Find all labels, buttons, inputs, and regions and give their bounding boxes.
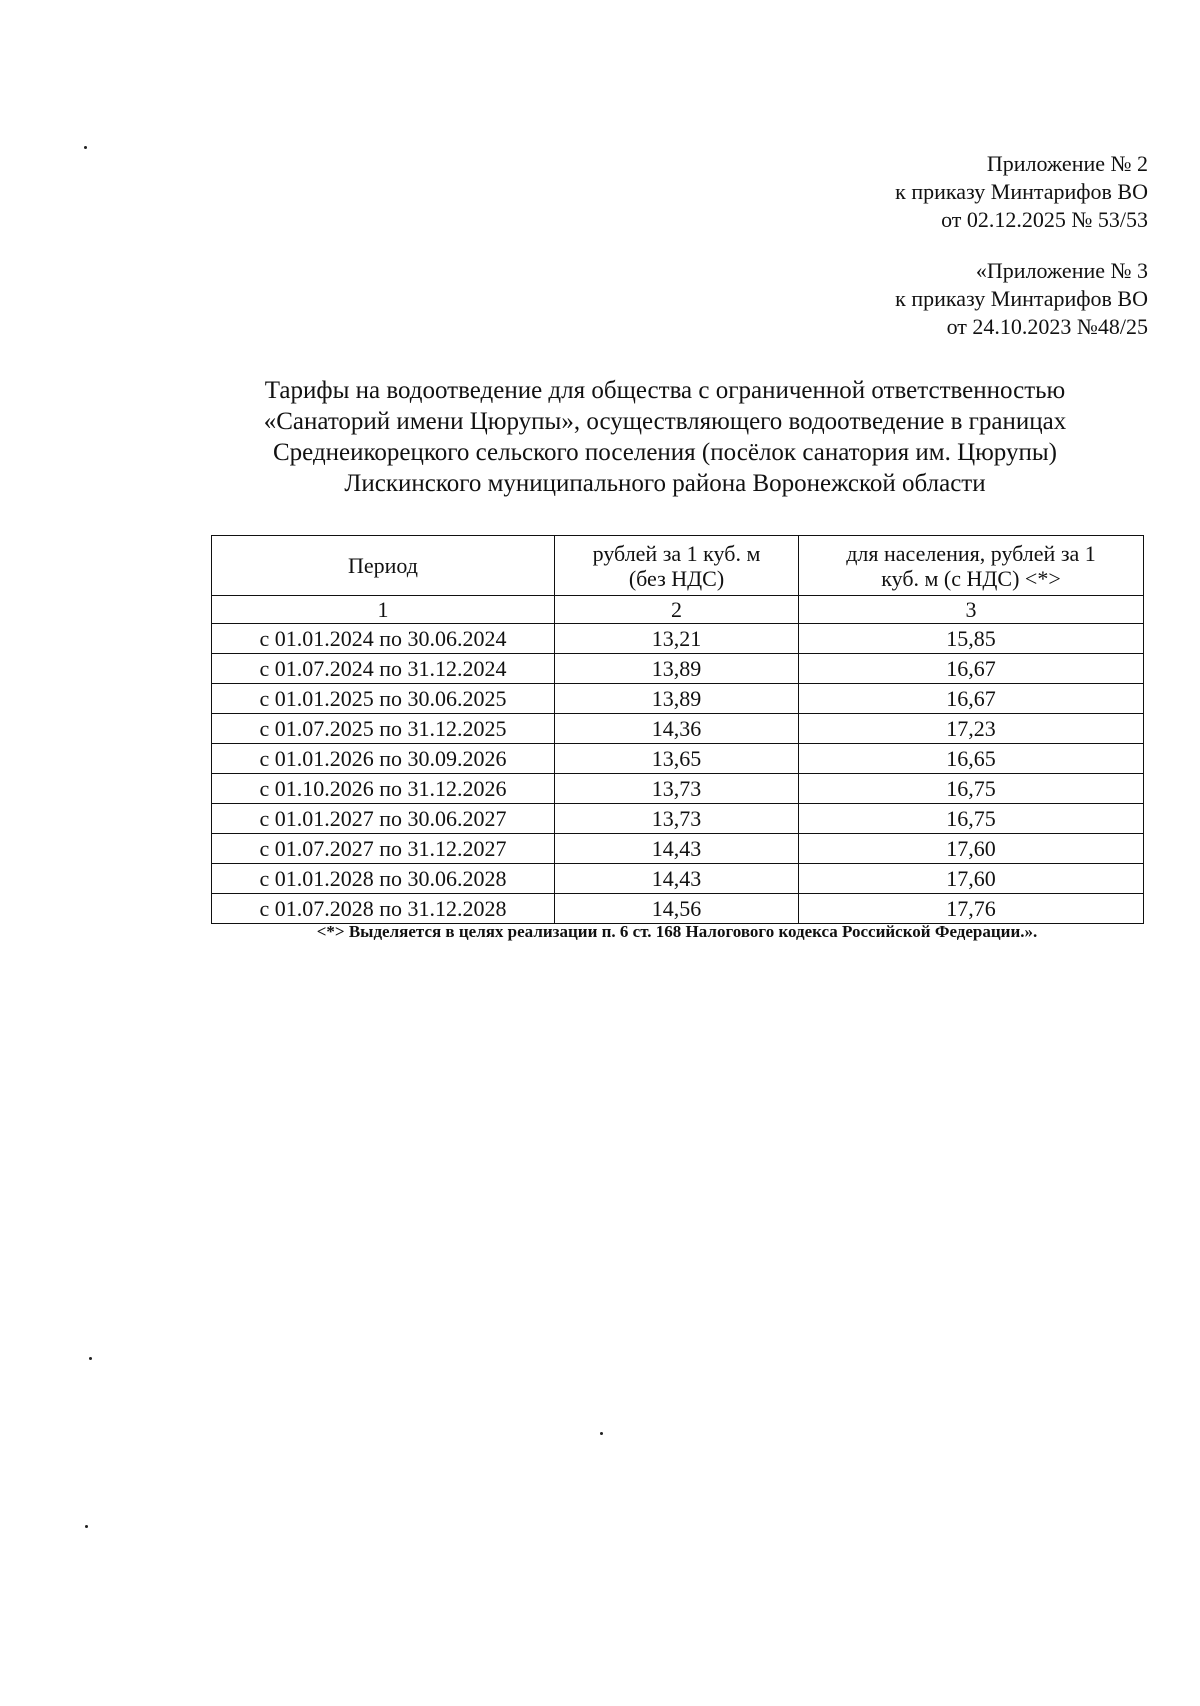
annex-previous-line3: от 24.10.2023 №48/25 [946, 314, 1148, 339]
header-period-label: Период [348, 553, 418, 578]
table-row [212, 744, 1144, 774]
cell-no-vat: 14,56 [555, 894, 799, 924]
cell-period: с 01.01.2026 по 30.09.2026 [212, 744, 555, 774]
annex-current-heading [895, 150, 1148, 234]
cell-no-vat: 13,89 [555, 684, 799, 714]
cell-no-vat: 14,43 [555, 864, 799, 894]
cell-with-vat: 16,67 [799, 654, 1144, 684]
cell-period: с 01.01.2025 по 30.06.2025 [212, 684, 555, 714]
cell-no-vat: 13,89 [555, 654, 799, 684]
table-row [212, 804, 1144, 834]
annex-previous-line2: к приказу Минтарифов ВО [895, 286, 1148, 311]
header-with-vat-line2: куб. м (с НДС) <*> [881, 565, 1061, 591]
title-line2: «Санаторий имени Цюрупы», осуществляющего водоотведение в границах [263, 408, 1067, 435]
table-row [212, 894, 1144, 924]
cell-with-vat: 16,75 [799, 774, 1144, 804]
scan-speck [84, 146, 87, 149]
header-no-vat [555, 536, 799, 596]
footnote: <*> Выделяется в целях реализации п. 6 ст. 168 Налогового кодекса Российской Федерации.». [316, 922, 1038, 941]
annex-current-line2: к приказу Минтарифов ВО [895, 179, 1148, 204]
annex-previous-line1: «Приложение № 3 [975, 258, 1148, 283]
cell-period: с 01.07.2027 по 31.12.2027 [212, 834, 555, 864]
table-row [212, 714, 1144, 744]
title-line1: Тарифы на водоотведение для общества с ограниченной ответственностью [264, 377, 1066, 404]
scan-speck [600, 1432, 603, 1435]
cell-with-vat: 17,23 [799, 714, 1144, 744]
cell-period: с 01.01.2024 по 30.06.2024 [212, 624, 555, 654]
cell-period: с 01.10.2026 по 31.12.2026 [212, 774, 555, 804]
cell-period: с 01.07.2025 по 31.12.2025 [212, 714, 555, 744]
header-with-vat [799, 536, 1144, 596]
table-row [212, 654, 1144, 684]
cell-period: с 01.07.2024 по 31.12.2024 [212, 654, 555, 684]
annex-current-line3: от 02.12.2025 № 53/53 [941, 207, 1148, 232]
cell-period: с 01.01.2028 по 30.06.2028 [212, 864, 555, 894]
cell-no-vat: 14,36 [555, 714, 799, 744]
cell-with-vat: 16,67 [799, 684, 1144, 714]
cell-with-vat: 15,85 [799, 624, 1144, 654]
header-no-vat-line2: (без НДС) [628, 565, 725, 591]
cell-no-vat: 13,73 [555, 804, 799, 834]
table-row [212, 624, 1144, 654]
title-line3: Среднеикорецкого сельского поселения (посёлок санатория им. Цюрупы) [273, 439, 1057, 466]
column-number: 3 [799, 596, 1144, 624]
table-row [212, 834, 1144, 864]
column-number-row [212, 596, 1144, 624]
cell-no-vat: 13,73 [555, 774, 799, 804]
title-line4: Лискинского муниципального района Воронежской области [344, 470, 986, 497]
column-number: 2 [555, 596, 799, 624]
cell-with-vat: 16,75 [799, 804, 1144, 834]
header-period [212, 536, 555, 596]
cell-with-vat: 17,60 [799, 834, 1144, 864]
cell-no-vat: 13,21 [555, 624, 799, 654]
cell-with-vat: 17,76 [799, 894, 1144, 924]
table-row [212, 864, 1144, 894]
cell-with-vat: 17,60 [799, 864, 1144, 894]
document-title [190, 375, 1140, 499]
header-no-vat-line1: рублей за 1 куб. м [592, 540, 761, 566]
table-row [212, 684, 1144, 714]
cell-with-vat: 16,65 [799, 744, 1144, 774]
cell-no-vat: 13,65 [555, 744, 799, 774]
annex-current-line1: Приложение № 2 [986, 151, 1148, 176]
table-header-row [212, 536, 1144, 596]
cell-no-vat: 14,43 [555, 834, 799, 864]
table-row [212, 774, 1144, 804]
cell-period: с 01.01.2027 по 30.06.2027 [212, 804, 555, 834]
scan-speck [89, 1357, 92, 1360]
header-with-vat-line1: для населения, рублей за 1 [846, 540, 1096, 566]
scan-speck [85, 1525, 88, 1528]
cell-period: с 01.07.2028 по 31.12.2028 [212, 894, 555, 924]
column-number: 1 [212, 596, 555, 624]
annex-previous-heading [895, 257, 1148, 341]
tariff-table [211, 535, 1144, 924]
